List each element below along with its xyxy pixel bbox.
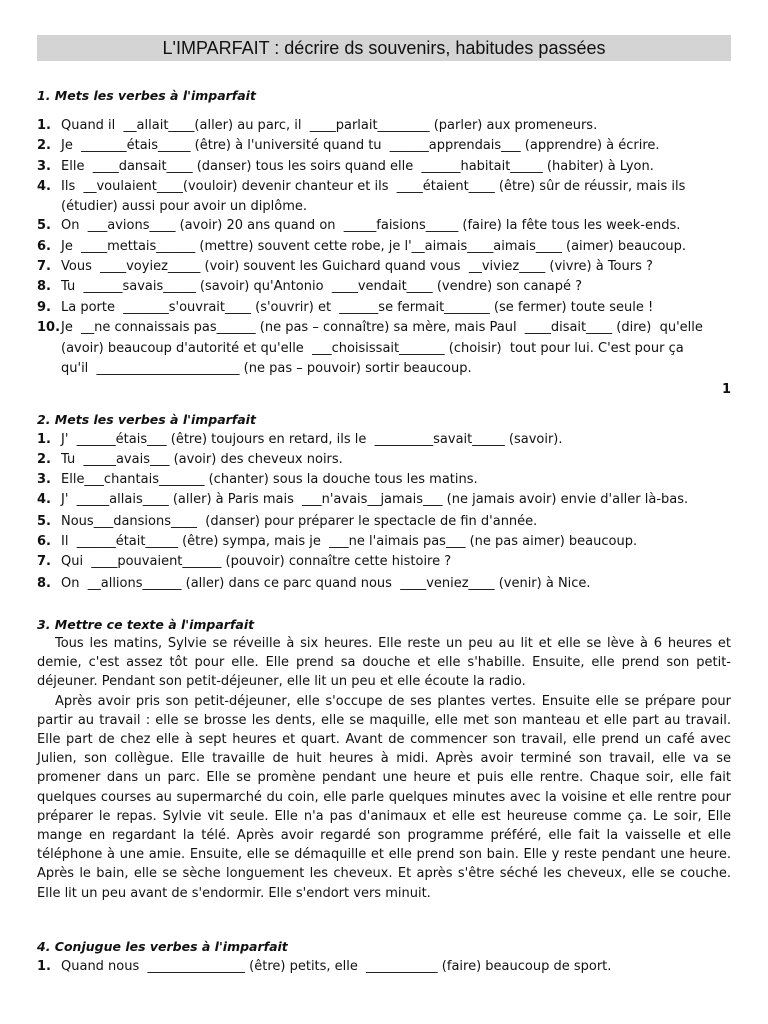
exercise-line — [37, 239, 731, 255]
page-number: 1 — [721, 382, 731, 397]
exercise-text: Qui ____pouvaient______ (pouvoir) connaître cette histoire ? — [61, 554, 452, 569]
exercise-line — [37, 576, 731, 592]
exercise-line — [37, 361, 731, 377]
exercise-text: Elle ____dansait____ (danser) tous les soirs quand elle ______habitait_____ (habiter) à Lyon. — [61, 159, 654, 174]
exercise-line — [37, 514, 731, 530]
exercise-text: Ils __voulaient____(vouloir) devenir chanteur et ils ____étaient____ (être) sûr de réussir, mais ils — [61, 179, 686, 194]
exercise-line — [37, 554, 731, 570]
exercise-line — [37, 138, 731, 154]
exercise-line — [37, 432, 731, 448]
exercise-text: Tu _____avais___ (avoir) des cheveux noirs. — [61, 452, 343, 467]
exercise-text: Quand il __allait____(aller) au parc, il ____parlait________ (parler) aux promeneurs. — [61, 118, 598, 133]
exercise-number: 8. — [37, 279, 51, 294]
exercise-text: La porte _______s'ouvrait____ (s'ouvrir) et ______se fermait_______ (se fermer) toute seule ! — [61, 300, 654, 315]
exercise-text: Il ______était_____ (être) sympa, mais je ___ne l'aimais pas___ (ne pas aimer) beaucoup. — [61, 534, 638, 549]
exercise-text: qu'il ______________________ (ne pas – pouvoir) sortir beaucoup. — [61, 361, 472, 376]
exercise-number: 9. — [37, 300, 51, 315]
exercise-number: 4. — [37, 179, 51, 194]
exercise-line — [37, 199, 731, 215]
exercise-number: 6. — [37, 239, 51, 254]
exercise-line — [37, 959, 731, 975]
exercise-number: 1. — [37, 432, 51, 447]
exercise-number: 3. — [37, 159, 51, 174]
exercise-line — [37, 179, 731, 195]
exercise-number: 2. — [37, 452, 51, 467]
exercise-number: 1. — [37, 118, 51, 133]
exercise-line — [37, 218, 731, 234]
exercise-text: Nous___dansions____ (danser) pour préparer le spectacle de fin d'année. — [61, 514, 538, 529]
exercise-text: On __allions______ (aller) dans ce parc quand nous ____veniez____ (venir) à Nice. — [61, 576, 591, 591]
exercise-line — [37, 452, 731, 468]
paragraph-1: Tous les matins, Sylvie se réveille à six heures. Elle reste un peu au lit et elle se lève à 6 heures et demie, c'est assez tôt pour elle. Elle prend sa douche et elle s'habille. Ensuite, elle prend son petit-déjeuner. Pendant son petit-déjeuner, elle lit un peu et elle écoute la radio. — [37, 636, 731, 690]
exercise-line — [37, 320, 731, 336]
page-title: L'IMPARFAIT : décrire ds souvenirs, habitudes passées — [37, 35, 731, 61]
exercise-text: Vous ____voyiez_____ (voir) souvent les Guichard quand vous __viviez____ (vivre) à Tours ? — [61, 259, 653, 274]
exercise-text: Je ____mettais______ (mettre) souvent cette robe, je l'__aimais____aimais____ (aimer) beaucoup. — [61, 239, 687, 254]
exercise-number: 10. — [37, 320, 61, 335]
section-2-heading: 2. Mets les verbes à l'imparfait — [37, 412, 256, 427]
exercise-number: 7. — [37, 259, 51, 274]
exercise-text: On ___avions____ (avoir) 20 ans quand on _____faisions_____ (faire) la fête tous les week-ends. — [61, 218, 681, 233]
exercise-number: 7. — [37, 554, 51, 569]
exercise-text: Je _______étais_____ (être) à l'université quand tu ______apprendais___ (apprendre) à écrire. — [61, 138, 660, 153]
exercise-line — [37, 341, 731, 357]
exercise-text: Je __ne connaissais pas______ (ne pas – connaître) sa mère, mais Paul ____disait____ (dire) qu'elle — [61, 320, 703, 335]
exercise-text: Tu ______savais_____ (savoir) qu'Antonio ____vendait____ (vendre) son canapé ? — [61, 279, 583, 294]
section-1-heading: 1. Mets les verbes à l'imparfait — [37, 88, 256, 103]
exercise-number: 5. — [37, 218, 51, 233]
exercise-line — [37, 300, 731, 316]
exercise-text: Elle___chantais_______ (chanter) sous la douche tous les matins. — [61, 472, 478, 487]
exercise-line — [37, 159, 731, 175]
exercise-line — [37, 492, 731, 508]
section-4-heading: 4. Conjugue les verbes à l'imparfait — [37, 939, 288, 954]
exercise-line — [37, 472, 731, 488]
exercise-number: 4. — [37, 492, 51, 507]
exercise-number: 5. — [37, 514, 51, 529]
exercise-text: J' _____allais____ (aller) à Paris mais ___n'avais__jamais___ (ne jamais avoir) envie d'aller là-bas. — [61, 492, 689, 507]
exercise-number: 3. — [37, 472, 51, 487]
exercise-number: 8. — [37, 576, 51, 591]
exercise-number: 1. — [37, 959, 51, 974]
exercise-line — [37, 259, 731, 275]
exercise-text: J' ______étais___ (être) toujours en retard, ils le _________savait_____ (savoir). — [61, 432, 563, 447]
exercise-line — [37, 279, 731, 295]
exercise-text: Quand nous _______________ (être) petits, elle ___________ (faire) beaucoup de sport. — [61, 959, 612, 974]
exercise-number: 2. — [37, 138, 51, 153]
section-3-text — [37, 634, 731, 903]
paragraph-2: Après avoir pris son petit-déjeuner, elle s'occupe de ses plantes vertes. Ensuite elle se prépare pour partir au travail : elle se brosse les dents, elle se maquille, elle met son manteau et elle part au travail. Elle part de chez elle à sept heures et quart. Avant de commencer son travail, elle prend un café avec Julien, son collègue. Elle travaille de huit heures à midi. Après avoir terminé son travail, elle va se promener dans un parc. Elle se promène pendant une heure et puis elle rentre. Chaque soir, elle fait quelques courses au supermarché du coin, elle parle quelques minutes avec la voisine et elle rentre pour préparer le repas. Sylvie vit seule. Elle n'a pas d'animaux et elle est heureuse comme ça. Le soir, Elle mange en regardant la télé. Après avoir regardé son programme préféré, elle fait la vaisselle et elle téléphone à une amie. Ensuite, elle se démaquille et elle prend son bain. Elle y reste pendant une heure. Après le bain, elle se sèche longuement les cheveux. Et après s'être séché les cheveux, elle se couche. Elle lit un peu avant de s'endormir. Elle s'endort vers minuit. — [37, 693, 731, 901]
section-3-heading: 3. Mettre ce texte à l'imparfait — [37, 617, 255, 632]
exercise-text: (avoir) beaucoup d'autorité et qu'elle ___choisissait_______ (choisir) tout pour lui. C'est pour ça — [61, 341, 684, 356]
exercise-number: 6. — [37, 534, 51, 549]
exercise-line — [37, 534, 731, 550]
exercise-line — [37, 118, 731, 134]
exercise-text: (étudier) aussi pour avoir un diplôme. — [61, 199, 308, 214]
